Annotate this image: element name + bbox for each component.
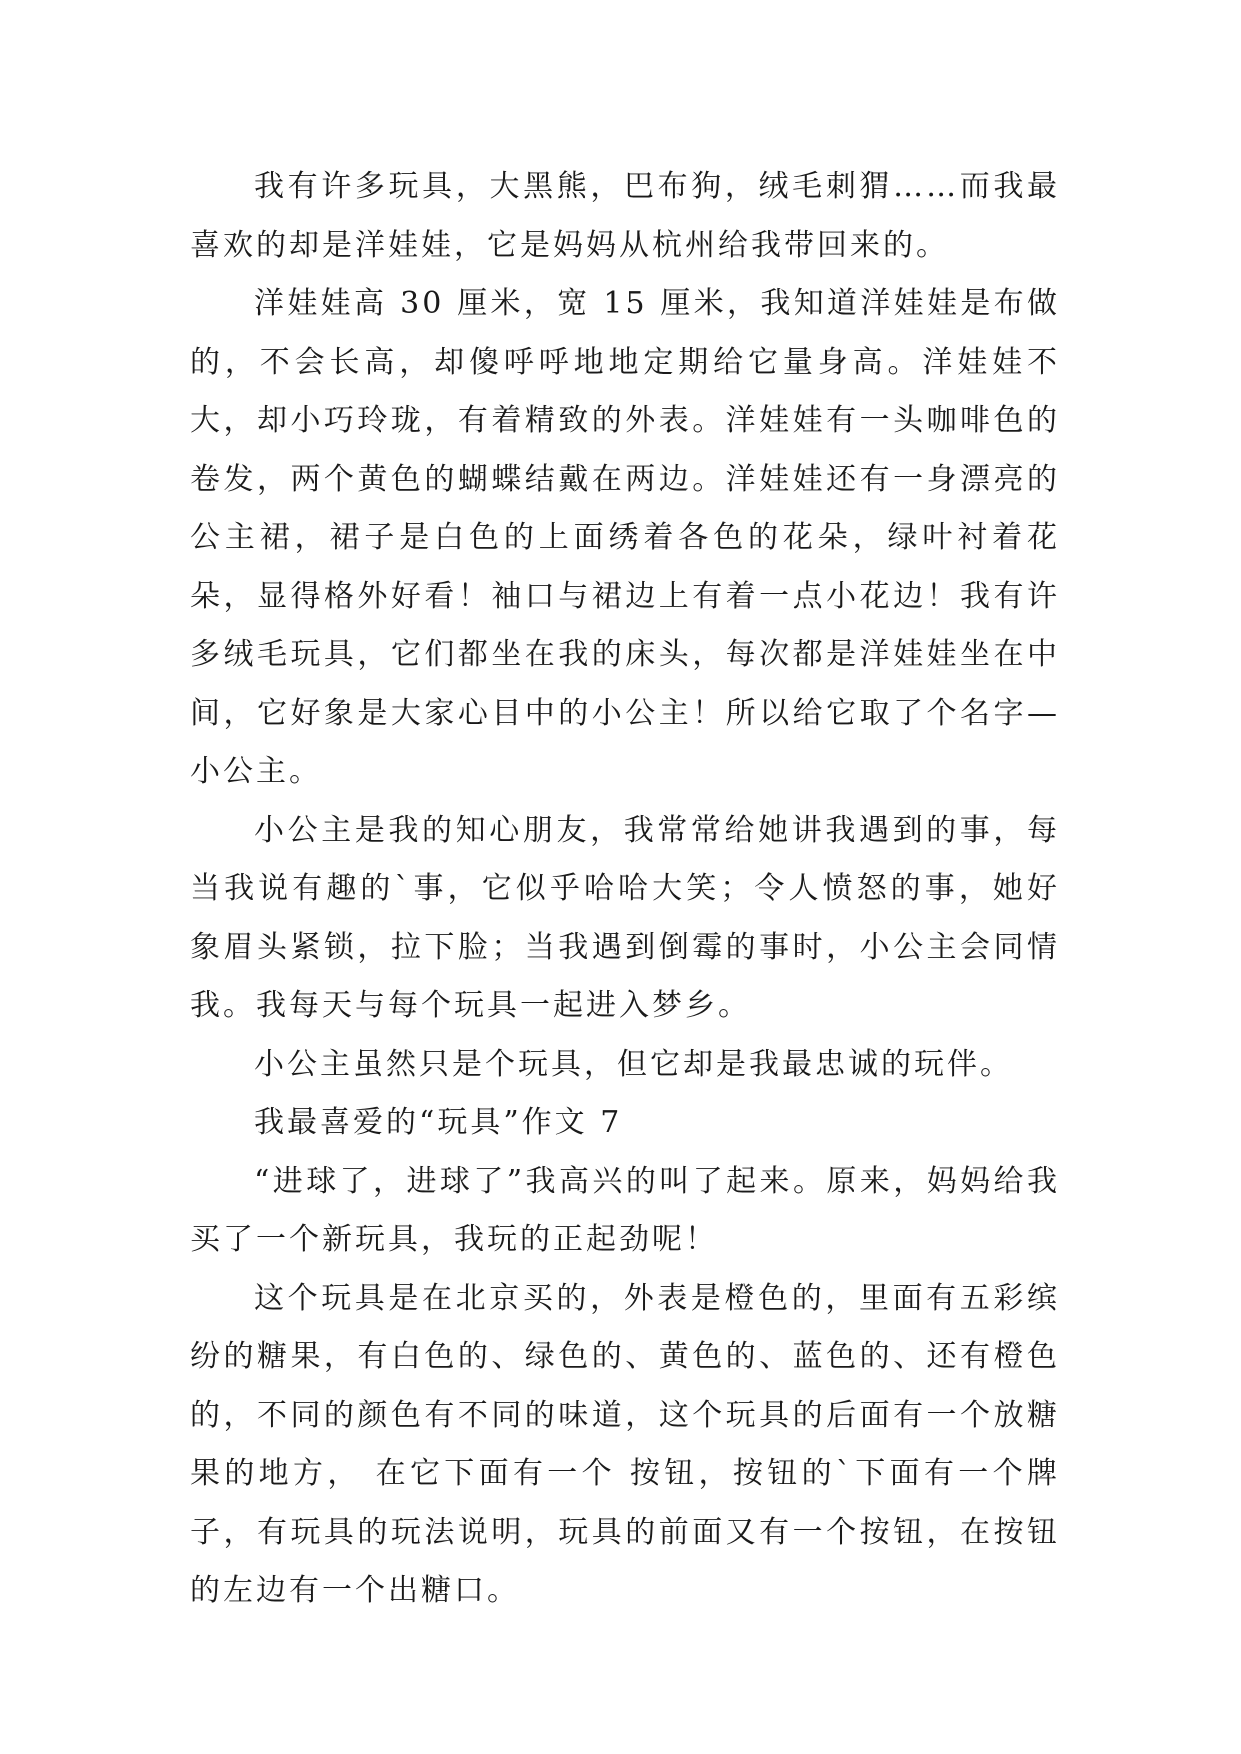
essay-heading: 我最喜爱的“玩具”作文 7 [254, 1105, 623, 1140]
paragraph-3: 小公主是我的知心朋友，我常常给她讲我遇到的事，每当我说有趣的`事，它似乎哈哈大笑；令人愤怒的事，她好象眉头紧锁，拉下脸；当我遇到倒霉的事时，小公主会同情我。我每天与每个玩具一起进入梦乡。 [190, 812, 1060, 1023]
paragraph-2: 洋娃娃高 30 厘米，宽 15 厘米，我知道洋娃娃是布做的，不会长高，却傻呼呼地地定期给它量身高。洋娃娃不大，却小巧玲珑，有着精致的外表。洋娃娃有一头咖啡色的卷发，两个黄色的蝴蝶结戴在两边。洋娃娃还有一身漂亮的公主裙，裙子是白色的上面绣着各色的花朵，绿叶衬着花朵，显得格外好看！袖口与裙边上有着一点小花边！我有许多绒毛玩具，它们都坐在我的床头，每次都是洋娃娃坐在中间，它好象是大家心目中的小公主！所以给它取了个名字—小公主。 [190, 286, 1060, 789]
paragraph-4: 小公主虽然只是个玩具，但它却是我最忠诚的玩伴。 [254, 1046, 1013, 1082]
document-body [190, 158, 1060, 1621]
paragraph-6: 这个玩具是在北京买的，外表是橙色的，里面有五彩缤纷的糖果，有白色的、绿色的、黄色的、蓝色的、还有橙色的，不同的颜色有不同的味道，这个玩具的后面有一个放糖果的地方， 在它下面有一个 按钮，按钮的`下面有一个牌子，有玩具的玩法说明，玩具的前面又有一个按钮，在按钮的左边有一个出糖口。 [190, 1280, 1060, 1608]
paragraph-1: 我有许多玩具，大黑熊，巴布狗，绒毛刺猬……而我最喜欢的却是洋娃娃，它是妈妈从杭州给我带回来的。 [190, 169, 1060, 263]
paragraph-5: “进球了，进球了”我高兴的叫了起来。原来，妈妈给我买了一个新玩具，我玩的正起劲呢！ [190, 1163, 1060, 1257]
